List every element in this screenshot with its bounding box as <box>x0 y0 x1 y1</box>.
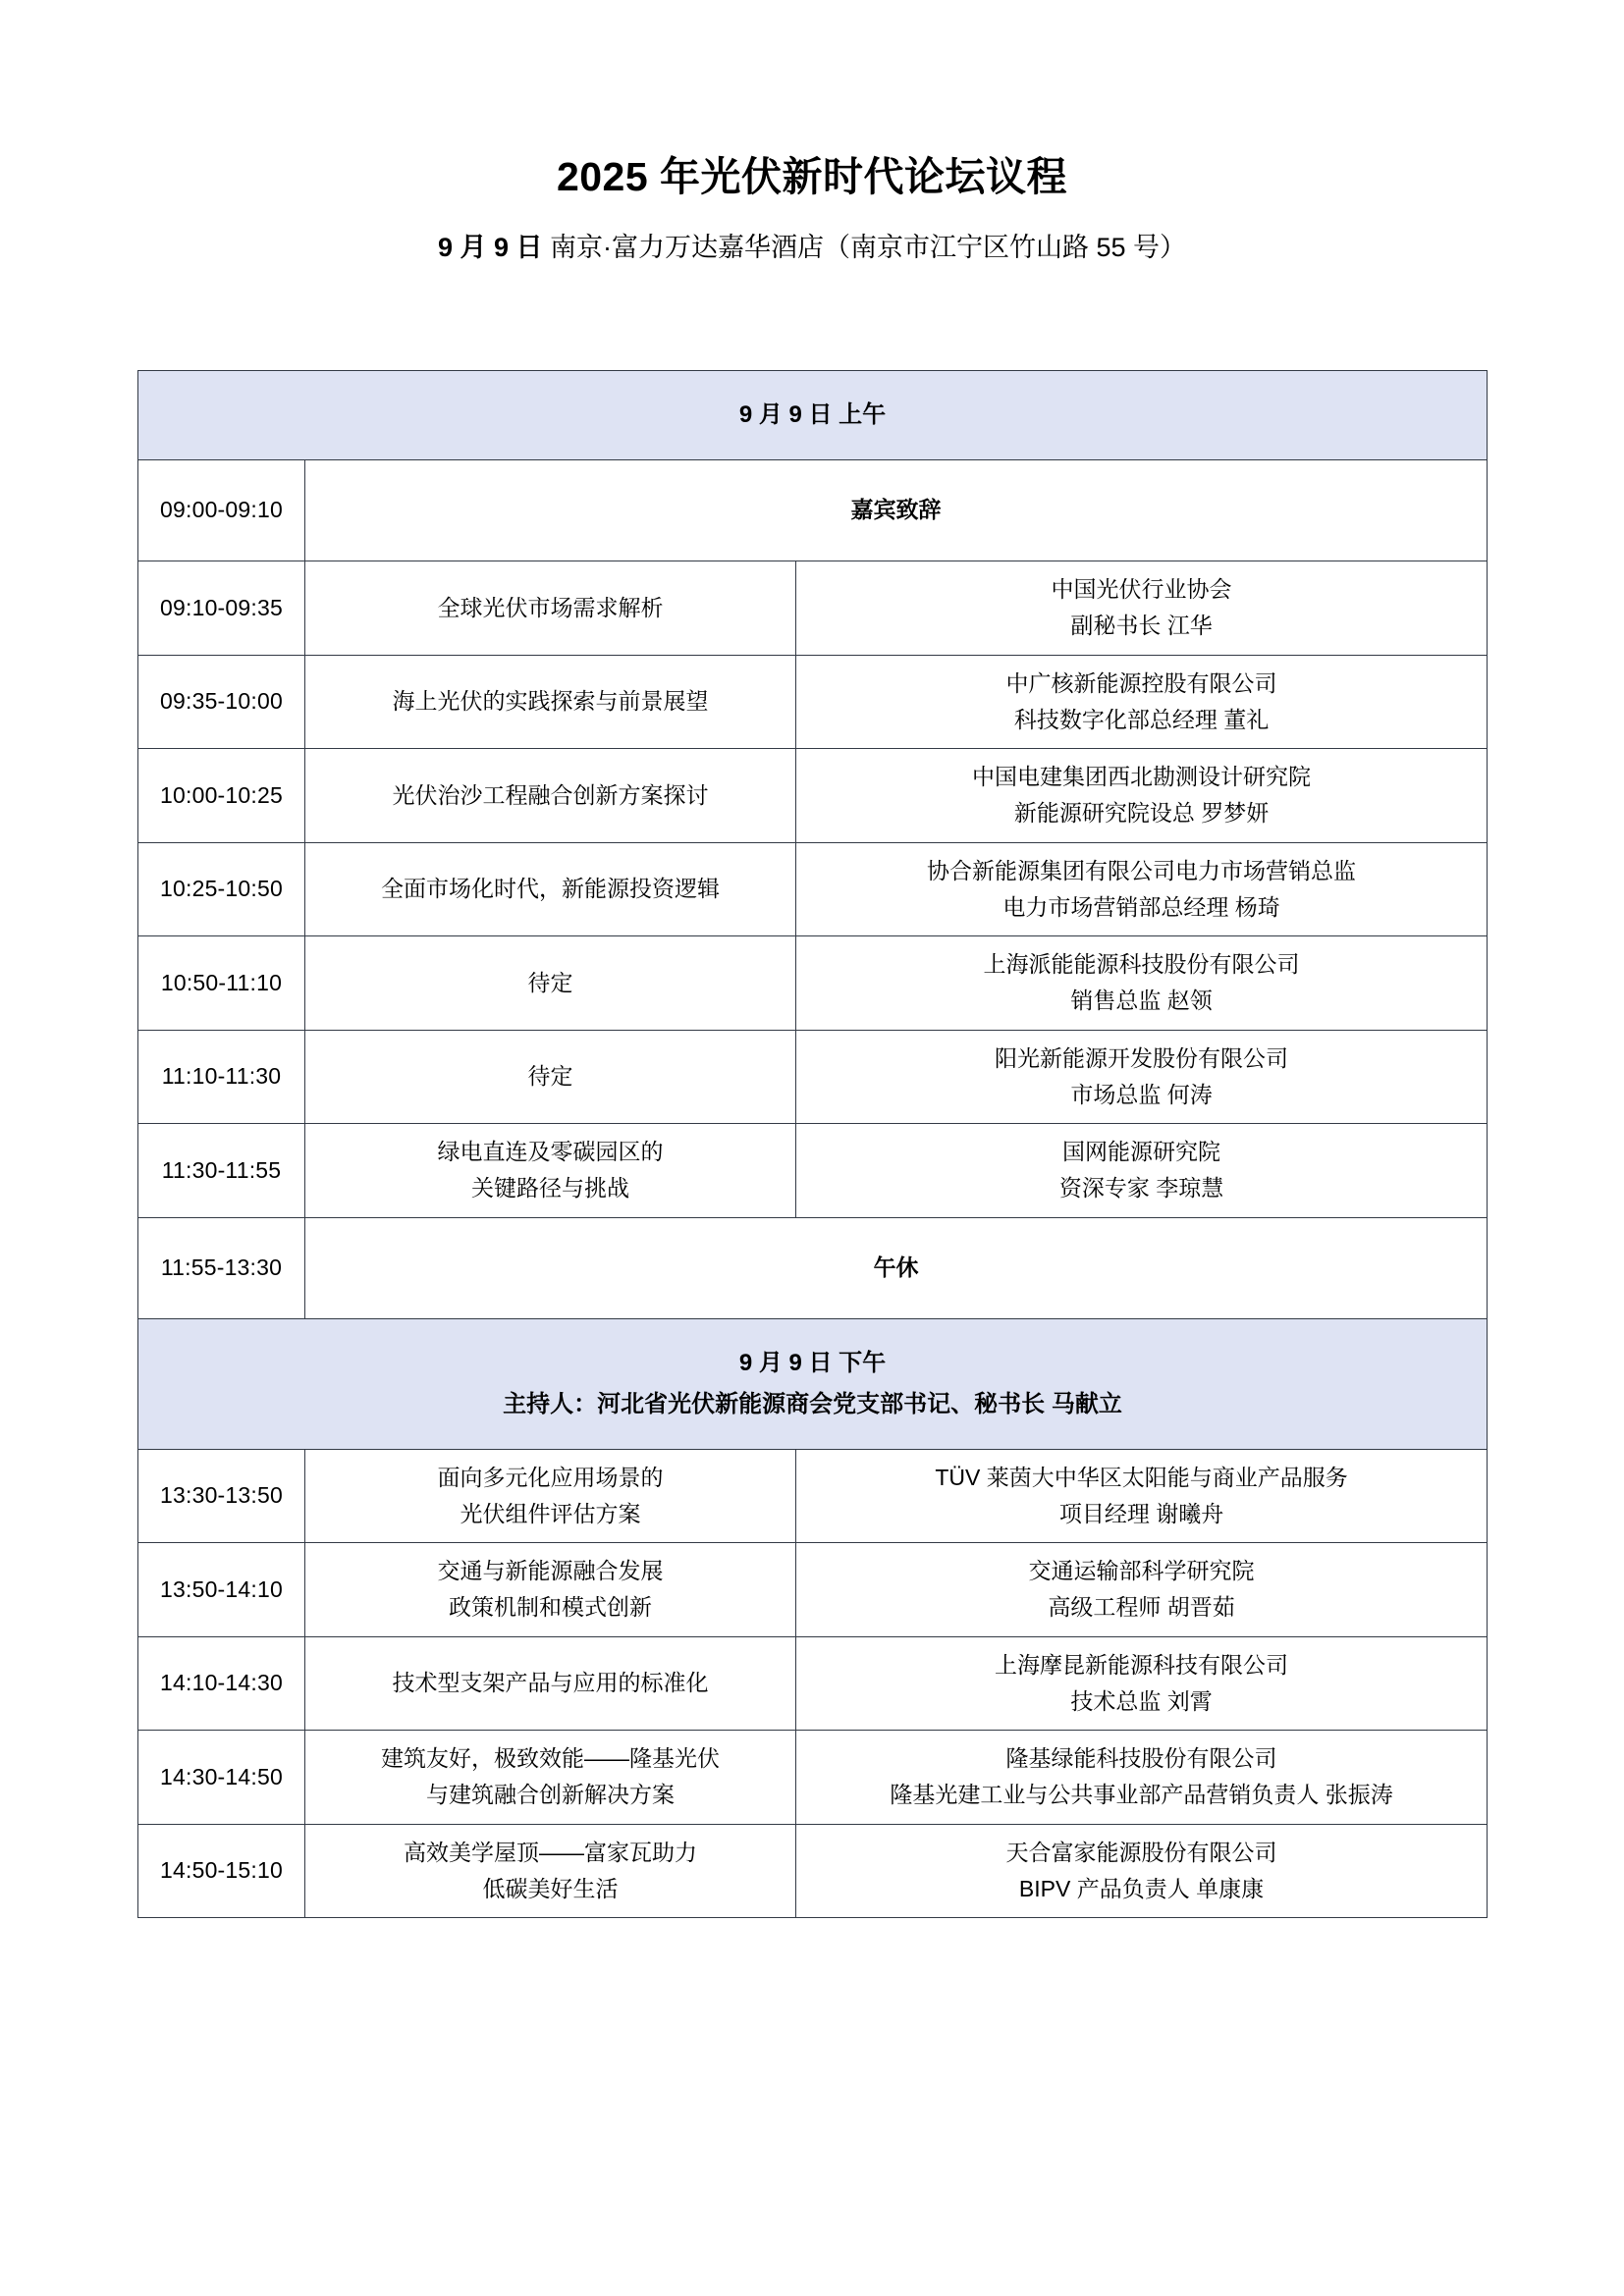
row-topic-line: 海上光伏的实践探索与前景展望 <box>392 688 709 715</box>
row-topic-line: 全面市场化时代，新能源投资逻辑 <box>381 876 720 902</box>
section-header-afternoon-cell <box>138 1318 1488 1449</box>
row-speaker-person: 科技数字化部总经理 董礼 <box>1013 706 1270 732</box>
row-topic <box>305 1636 796 1731</box>
row-topic-line: 政策机制和模式创新 <box>449 1594 652 1621</box>
section-host-afternoon: 主持人：河北省光伏新能源商会党支部书记、秘书长 马献立 <box>503 1390 1122 1417</box>
table-row <box>138 460 1488 561</box>
table-row <box>138 1449 1488 1543</box>
row-speaker <box>796 1636 1488 1731</box>
row-speaker <box>796 655 1488 749</box>
row-topic <box>305 1824 796 1918</box>
row-merged-text: 嘉宾致辞 <box>305 460 1488 561</box>
row-time: 11:10-11:30 <box>138 1030 305 1124</box>
row-speaker-org: 阳光新能源开发股份有限公司 <box>995 1044 1288 1071</box>
row-time: 09:10-09:35 <box>138 561 305 656</box>
row-time: 14:50-15:10 <box>138 1824 305 1918</box>
row-topic <box>305 655 796 749</box>
row-topic-line: 高效美学屋顶——富家瓦助力 <box>404 1839 697 1865</box>
row-speaker-org: 隆基绿能科技股份有限公司 <box>1005 1745 1277 1771</box>
table-row <box>138 1731 1488 1825</box>
row-time: 10:00-10:25 <box>138 749 305 843</box>
row-speaker <box>796 561 1488 656</box>
row-speaker-person: 高级工程师 胡晋茹 <box>1048 1594 1235 1621</box>
row-speaker-org: 中国电建集团西北勘测设计研究院 <box>972 764 1311 789</box>
row-time: 09:35-10:00 <box>138 655 305 749</box>
row-speaker <box>796 749 1488 843</box>
row-speaker-person: BIPV 产品负责人 单康康 <box>1018 1875 1265 1901</box>
table-row <box>138 561 1488 656</box>
table-row <box>138 1030 1488 1124</box>
section-title-morning: 9 月 9 日 上午 <box>738 401 887 428</box>
row-topic-line: 光伏治沙工程融合创新方案探讨 <box>392 781 709 808</box>
table-row <box>138 1217 1488 1318</box>
section-header-morning <box>138 371 1488 460</box>
row-topic <box>305 1030 796 1124</box>
row-topic-line: 待定 <box>527 1063 573 1090</box>
row-time: 14:30-14:50 <box>138 1731 305 1825</box>
row-topic <box>305 1731 796 1825</box>
row-speaker-person: 项目经理 谢曦舟 <box>1058 1500 1224 1526</box>
row-speaker-person: 隆基光建工业与公共事业部产品营销负责人 张振涛 <box>890 1782 1393 1808</box>
row-speaker-org: 中国光伏行业协会 <box>1051 576 1232 602</box>
row-topic <box>305 842 796 936</box>
row-speaker-org: 上海派能能源科技股份有限公司 <box>983 951 1300 977</box>
row-speaker-person: 新能源研究院设总 罗梦妍 <box>1013 800 1270 827</box>
row-speaker <box>796 1543 1488 1637</box>
table-row <box>138 936 1488 1031</box>
row-speaker <box>796 1124 1488 1218</box>
row-speaker <box>796 936 1488 1031</box>
row-topic-line: 全球光伏市场需求解析 <box>437 594 664 620</box>
row-topic-line: 面向多元化应用场景的 <box>437 1464 664 1490</box>
section-header-afternoon <box>138 1318 1488 1449</box>
row-speaker <box>796 842 1488 936</box>
row-time: 09:00-09:10 <box>138 460 305 561</box>
subtitle-date: 9 月 9 日 <box>437 233 543 263</box>
table-row <box>138 655 1488 749</box>
row-speaker-org: 国网能源研究院 <box>1062 1139 1220 1164</box>
row-speaker-org: 交通运输部科学研究院 <box>1028 1558 1255 1583</box>
row-topic-line: 建筑友好，极致效能——隆基光伏 <box>381 1745 720 1771</box>
row-time: 14:10-14:30 <box>138 1636 305 1731</box>
table-row <box>138 1124 1488 1218</box>
section-title-afternoon: 9 月 9 日 下午 <box>738 1349 887 1376</box>
table-row <box>138 842 1488 936</box>
agenda-table-container <box>137 370 1487 1918</box>
row-speaker-org: 上海摩昆新能源科技有限公司 <box>995 1651 1288 1678</box>
row-time: 10:50-11:10 <box>138 936 305 1031</box>
page-title: 2025 年光伏新时代论坛议程 <box>556 154 1068 199</box>
table-row <box>138 1824 1488 1918</box>
row-topic <box>305 1449 796 1543</box>
row-speaker-person: 技术总监 刘霄 <box>1070 1687 1213 1714</box>
row-topic-line: 低碳美好生活 <box>482 1875 619 1901</box>
table-row <box>138 1636 1488 1731</box>
row-topic <box>305 1543 796 1637</box>
row-topic <box>305 936 796 1031</box>
row-time: 13:50-14:10 <box>138 1543 305 1637</box>
row-topic <box>305 1124 796 1218</box>
row-speaker <box>796 1030 1488 1124</box>
row-merged-text: 午休 <box>305 1217 1488 1318</box>
row-speaker-person: 市场总监 何涛 <box>1070 1081 1213 1107</box>
row-speaker <box>796 1824 1488 1918</box>
row-topic <box>305 749 796 843</box>
document-subtitle <box>0 202 1624 267</box>
section-header-morning-cell <box>138 371 1488 460</box>
table-row <box>138 749 1488 843</box>
row-speaker-person: 副秘书长 江华 <box>1070 613 1213 639</box>
row-topic-line: 关键路径与挑战 <box>471 1175 629 1201</box>
table-row <box>138 1543 1488 1637</box>
row-speaker-org: 天合富家能源股份有限公司 <box>1005 1839 1277 1865</box>
subtitle-venue: 南京·富力万达嘉华酒店（南京市江宁区竹山路 55 号） <box>550 233 1187 263</box>
agenda-table-body <box>138 371 1488 1918</box>
agenda-table <box>137 370 1488 1918</box>
row-speaker <box>796 1449 1488 1543</box>
row-topic <box>305 561 796 656</box>
row-topic-line: 技术型支架产品与应用的标准化 <box>392 1670 709 1696</box>
row-topic-line: 绿电直连及零碳园区的 <box>437 1139 664 1164</box>
row-speaker-org: TÜV 莱茵大中华区太阳能与商业产品服务 <box>935 1464 1348 1490</box>
row-speaker-person: 资深专家 李琼慧 <box>1058 1175 1224 1201</box>
row-speaker-org: 协合新能源集团有限公司电力市场营销总监 <box>927 857 1356 883</box>
row-time: 11:30-11:55 <box>138 1124 305 1218</box>
row-topic-line: 光伏组件评估方案 <box>460 1500 641 1526</box>
row-speaker-person: 电力市场营销部总经理 杨琦 <box>1002 893 1280 920</box>
row-time: 10:25-10:50 <box>138 842 305 936</box>
row-speaker-person: 销售总监 赵领 <box>1070 988 1213 1014</box>
row-time: 13:30-13:50 <box>138 1449 305 1543</box>
row-speaker-org: 中广核新能源控股有限公司 <box>1005 669 1277 696</box>
row-topic-line: 待定 <box>527 969 573 995</box>
row-topic-line: 交通与新能源融合发展 <box>437 1558 664 1583</box>
row-speaker <box>796 1731 1488 1825</box>
row-topic-line: 与建筑融合创新解决方案 <box>426 1782 675 1808</box>
row-time: 11:55-13:30 <box>138 1217 305 1318</box>
